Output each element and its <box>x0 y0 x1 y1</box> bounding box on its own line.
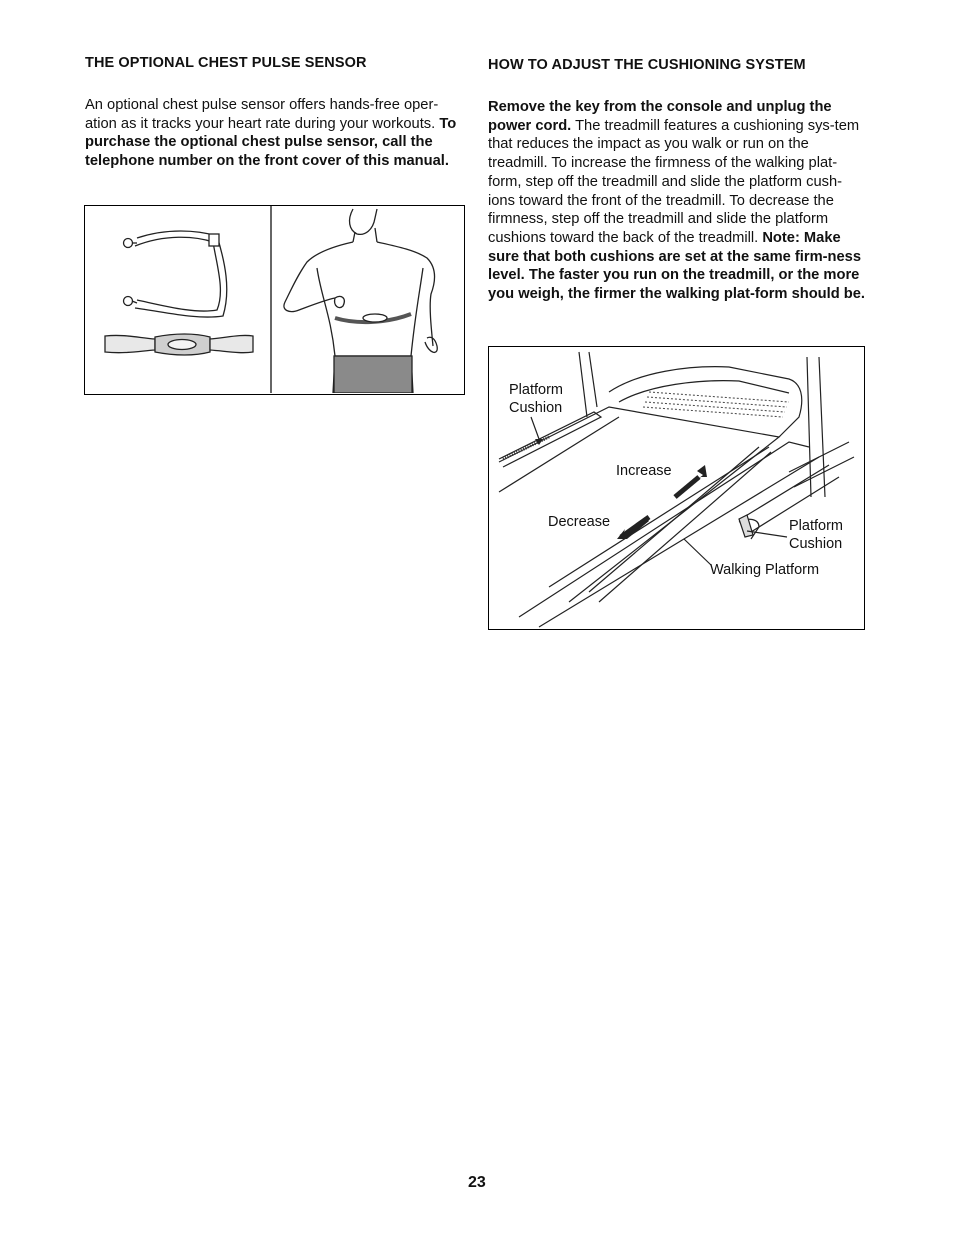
treadmill-figure <box>488 346 865 630</box>
chest-sensor-purchase-note: To purchase the optional chest pulse sensor, call the telephone number on the front cover of this manual. <box>85 115 457 170</box>
left-cushion-label-line2: Cushion <box>509 399 563 416</box>
chest-sensor-body-text: An optional chest pulse sensor offers hands-free oper-ation as it tracks your heart rate during your workouts. <box>85 97 439 132</box>
right-column <box>488 57 868 304</box>
cushioning-heading: HOW TO ADJUST THE CUSHIONING SYSTEM <box>488 57 806 73</box>
right-cushion-label <box>789 518 843 553</box>
chest-strap-illustration <box>85 206 463 393</box>
left-cushion-label-line1: Platform <box>509 382 563 398</box>
decrease-label: Decrease <box>548 514 611 530</box>
increase-label: Increase <box>616 463 672 479</box>
left-cushion-label <box>509 382 563 417</box>
chest-sensor-paragraph <box>85 96 463 171</box>
cushioning-body-text: The treadmill features a cushioning sys-tem that reduces the impact as you walk or run on the treadmill. To increase the firmness of the walking plat-form, step off the treadmill and slide the platform cush-ions toward the front of the treadmill. To decrease the firmness, step off the treadmill and slide the platform cushions toward the back of the treadmill. <box>488 117 860 246</box>
cushioning-paragraph <box>488 98 866 304</box>
elastic-strap <box>124 231 227 317</box>
person-wearing-strap <box>284 209 437 393</box>
transmitter <box>105 334 253 355</box>
walking-platform-label: Walking Platform <box>710 562 820 578</box>
chest-sensor-heading: THE OPTIONAL CHEST PULSE SENSOR <box>85 55 367 71</box>
right-cushion-label-line1: Platform <box>789 518 843 534</box>
page-number: 23 <box>468 1174 486 1191</box>
left-column <box>85 55 465 171</box>
cushion-note: Note: Make sure that both cushions are set at the same firm-ness level. The faster you run on the treadmill, or the more you weigh, the firmer the walking plat-form should be. <box>488 229 866 303</box>
chest-sensor-figure <box>84 205 465 395</box>
unplug-warning: Remove the key from the console and unplug the power cord. <box>488 99 832 134</box>
right-cushion-label-line2: Cushion <box>789 535 843 552</box>
